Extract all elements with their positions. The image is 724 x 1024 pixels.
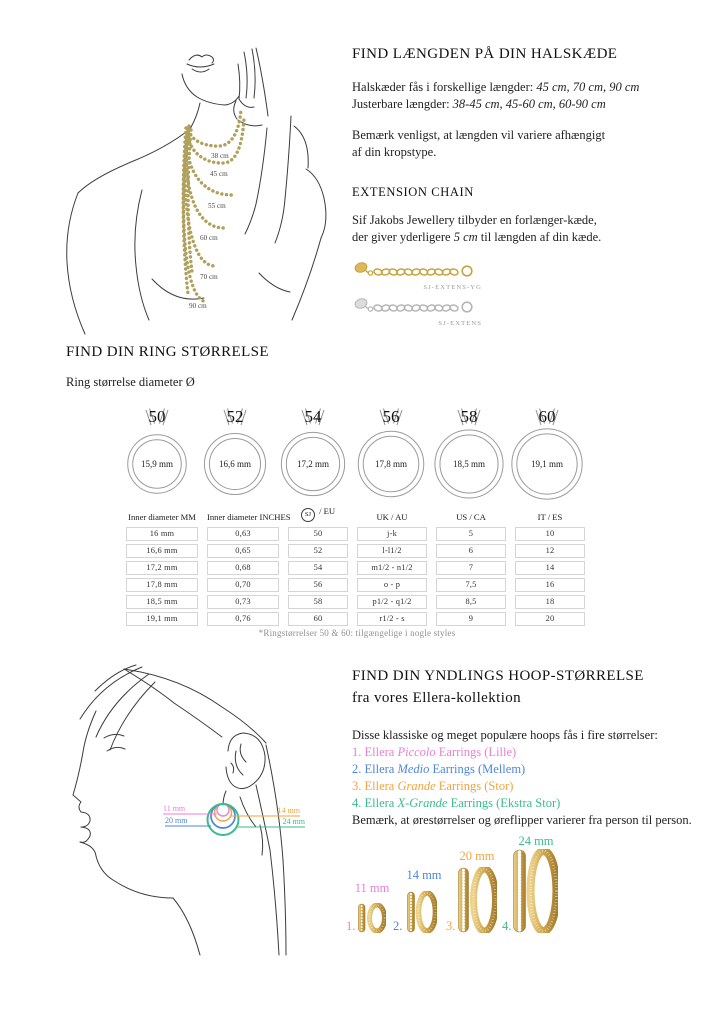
table-cell: 6 — [436, 544, 506, 558]
extension-chain-text: Sif Jakobs Jewellery tilbyder en forlænger-kæde, der giver yderligere 5 cm til længden af din kæde. — [352, 213, 602, 244]
necklace-length-label: 45 cm — [210, 170, 228, 178]
table-cell: m1/2 - n1/2 — [357, 561, 427, 575]
gold-extension-chain-image — [352, 259, 482, 279]
necklace-length-label: 60 cm — [200, 234, 218, 242]
earring-pair-photo — [358, 903, 386, 933]
table-cell: 0,76 — [207, 612, 279, 626]
table-cell: 17,8 mm — [126, 578, 198, 592]
ring-size-diagram — [273, 402, 353, 502]
hoop-size-labels — [163, 804, 306, 827]
ring-diameter-label: 17,2 mm — [296, 459, 330, 469]
table-cell: 18,5 mm — [126, 595, 198, 609]
ring-size-number: 54 — [304, 407, 322, 426]
adjustable-lengths-line: Justerbare længder: 38-45 cm, 45-60 cm, 60-90 cm — [352, 96, 606, 111]
ring-size-number: 58 — [460, 407, 478, 426]
table-cell: 58 — [288, 595, 348, 609]
table-cell: o - p — [357, 578, 427, 592]
ring-table-body — [126, 527, 588, 626]
ear-diagram-size-label: 20 mm — [165, 816, 188, 825]
hoop-list-item: 2. Ellera Medio Earrings (Mellem) — [352, 761, 526, 776]
ring-diameter-label: 15,9 mm — [140, 459, 174, 469]
hoop-list-item: 1. Ellera Piccolo Earrings (Lille) — [352, 744, 517, 759]
ring-table-header-row — [126, 506, 588, 522]
table-cell: 52 — [288, 544, 348, 558]
ring-size-diagram — [117, 402, 197, 502]
ear-diagram-size-label: 14 mm — [277, 806, 300, 815]
necklace-note: Bemærk venligst, at længden vil variere afhængigt af din kropstype. — [352, 128, 606, 159]
table-cell: 17,2 mm — [126, 561, 198, 575]
table-cell: 10 — [515, 527, 585, 541]
table-cell: 56 — [288, 578, 348, 592]
ring-size-number: 50 — [148, 407, 166, 426]
table-cell: 19,1 mm — [126, 612, 198, 626]
table-cell: 16,6 mm — [126, 544, 198, 558]
necklace-length-label: 90 cm — [189, 302, 207, 310]
earring-pair-photo — [407, 891, 437, 933]
ear-diagram-size-label: 24 mm — [282, 817, 305, 826]
extension-chain-gold — [352, 259, 716, 291]
necklace-title: FIND LÆNGDEN PÅ DIN HALSKÆDE — [352, 46, 618, 62]
table-cell: 60 — [288, 612, 348, 626]
earring-number-label: 1. — [346, 919, 356, 933]
table-cell: 0,68 — [207, 561, 279, 575]
hoop-note: Bemærk, at ørestørrelser og øreflipper varierer fra person til person. — [352, 812, 692, 827]
ring-section-subtitle: Ring størrelse diameter Ø — [66, 375, 195, 389]
ring-size-diagram — [351, 402, 431, 502]
ring-diameter-label: 19,1 mm — [530, 459, 564, 469]
silver-chain-sku: SJ-EXTENS — [438, 320, 482, 327]
table-cell: j-k — [357, 527, 427, 541]
profile-head-illustration — [50, 655, 350, 965]
table-cell: 14 — [515, 561, 585, 575]
extension-chain-silver — [352, 295, 716, 327]
earring-size-label: 20 mm — [459, 849, 495, 863]
ring-size-diagram — [507, 402, 587, 502]
table-cell: 8,5 — [436, 595, 506, 609]
ring-size-number: 56 — [382, 407, 400, 426]
table-cell: 20 — [515, 612, 585, 626]
table-cell: 0,65 — [207, 544, 279, 558]
table-cell: 0,63 — [207, 527, 279, 541]
sj-logo-badge: SJ — [301, 508, 315, 522]
earring-number-label: 2. — [393, 919, 403, 933]
table-cell: 54 — [288, 561, 348, 575]
ring-diameter-label: 16,6 mm — [218, 459, 252, 469]
gold-chain-sku: SJ-EXTENS-YG — [423, 284, 482, 291]
figure-line-art — [67, 48, 326, 334]
necklace-figure-illustration — [48, 36, 348, 341]
ring-size-diagram — [195, 402, 275, 502]
extension-chain-title: EXTENSION CHAIN — [352, 185, 474, 199]
table-cell: 7 — [436, 561, 506, 575]
necklace-lengths-text — [352, 79, 716, 112]
earring-size-label: 11 mm — [354, 881, 390, 895]
hoop-intro: Disse klassiske og meget populære hoops fås i fire størrelser: — [352, 728, 658, 742]
necklace-length-label: 38 cm — [211, 152, 229, 160]
earring-size-label: 24 mm — [518, 834, 554, 848]
ring-size-number: 52 — [226, 407, 244, 426]
table-column-header: Inner diameter INCHES — [207, 511, 291, 522]
hoop-list-item: 3. Ellera Grande Earrings (Stor) — [352, 778, 514, 793]
earring-pair-photo — [458, 867, 497, 933]
table-cell: 7,5 — [436, 578, 506, 592]
table-cell: 0,73 — [207, 595, 279, 609]
table-cell: 9 — [436, 612, 506, 626]
table-column-header: IT / ES — [537, 511, 563, 522]
hoop-title-line1: FIND DIN YNDLINGS HOOP-STØRRELSE — [352, 668, 644, 684]
ring-table-footnote: *Ringstørrelser 50 & 60: tilgængelige i nogle styles — [258, 628, 456, 638]
ring-diameter-label: 17,8 mm — [374, 459, 408, 469]
earring-number-label: 4. — [502, 919, 512, 933]
table-column-header: SJ / EU — [288, 506, 348, 522]
ring-section-title: FIND DIN RING STØRRELSE — [66, 344, 269, 360]
hoop-section — [352, 668, 720, 828]
hoop-title-line2: fra vores Ellera-kollektion — [352, 690, 522, 706]
ear-diagram-size-label: 11 mm — [163, 804, 186, 813]
necklace-section — [352, 46, 716, 327]
necklace-length-label: 70 cm — [200, 273, 218, 281]
table-cell: 16 — [515, 578, 585, 592]
ring-size-diagram — [429, 402, 509, 502]
table-cell: l-l1/2 — [357, 544, 427, 558]
necklace-length-label: 55 cm — [208, 202, 226, 210]
hoop-size-circles — [208, 804, 239, 835]
ring-diameter-label: 18,5 mm — [452, 459, 486, 469]
table-cell: 5 — [436, 527, 506, 541]
table-cell: 18 — [515, 595, 585, 609]
earring-number-label: 3. — [446, 919, 456, 933]
table-cell: 50 — [288, 527, 348, 541]
table-column-header: UK / AU — [376, 511, 408, 522]
available-lengths-line: Halskæder fås i forskellige længder: 45 cm, 70 cm, 90 cm — [352, 80, 640, 94]
ring-size-table — [126, 506, 588, 626]
table-cell: 0,70 — [207, 578, 279, 592]
table-cell: r1/2 - s — [357, 612, 427, 626]
hoop-size-list — [352, 744, 720, 812]
ring-size-number: 60 — [538, 407, 556, 426]
hoop-list-item: 4. Ellera X-Grande Earrings (Ekstra Stor) — [352, 795, 561, 810]
silver-extension-chain-image — [352, 295, 482, 315]
table-column-header: US / CA — [456, 511, 486, 522]
earring-size-label: 14 mm — [406, 868, 442, 882]
table-cell: p1/2 - q1/2 — [357, 595, 427, 609]
table-column-header: Inner diameter MM — [128, 511, 196, 522]
earring-pair-photo — [513, 849, 558, 933]
table-cell: 12 — [515, 544, 585, 558]
table-cell: 16 mm — [126, 527, 198, 541]
